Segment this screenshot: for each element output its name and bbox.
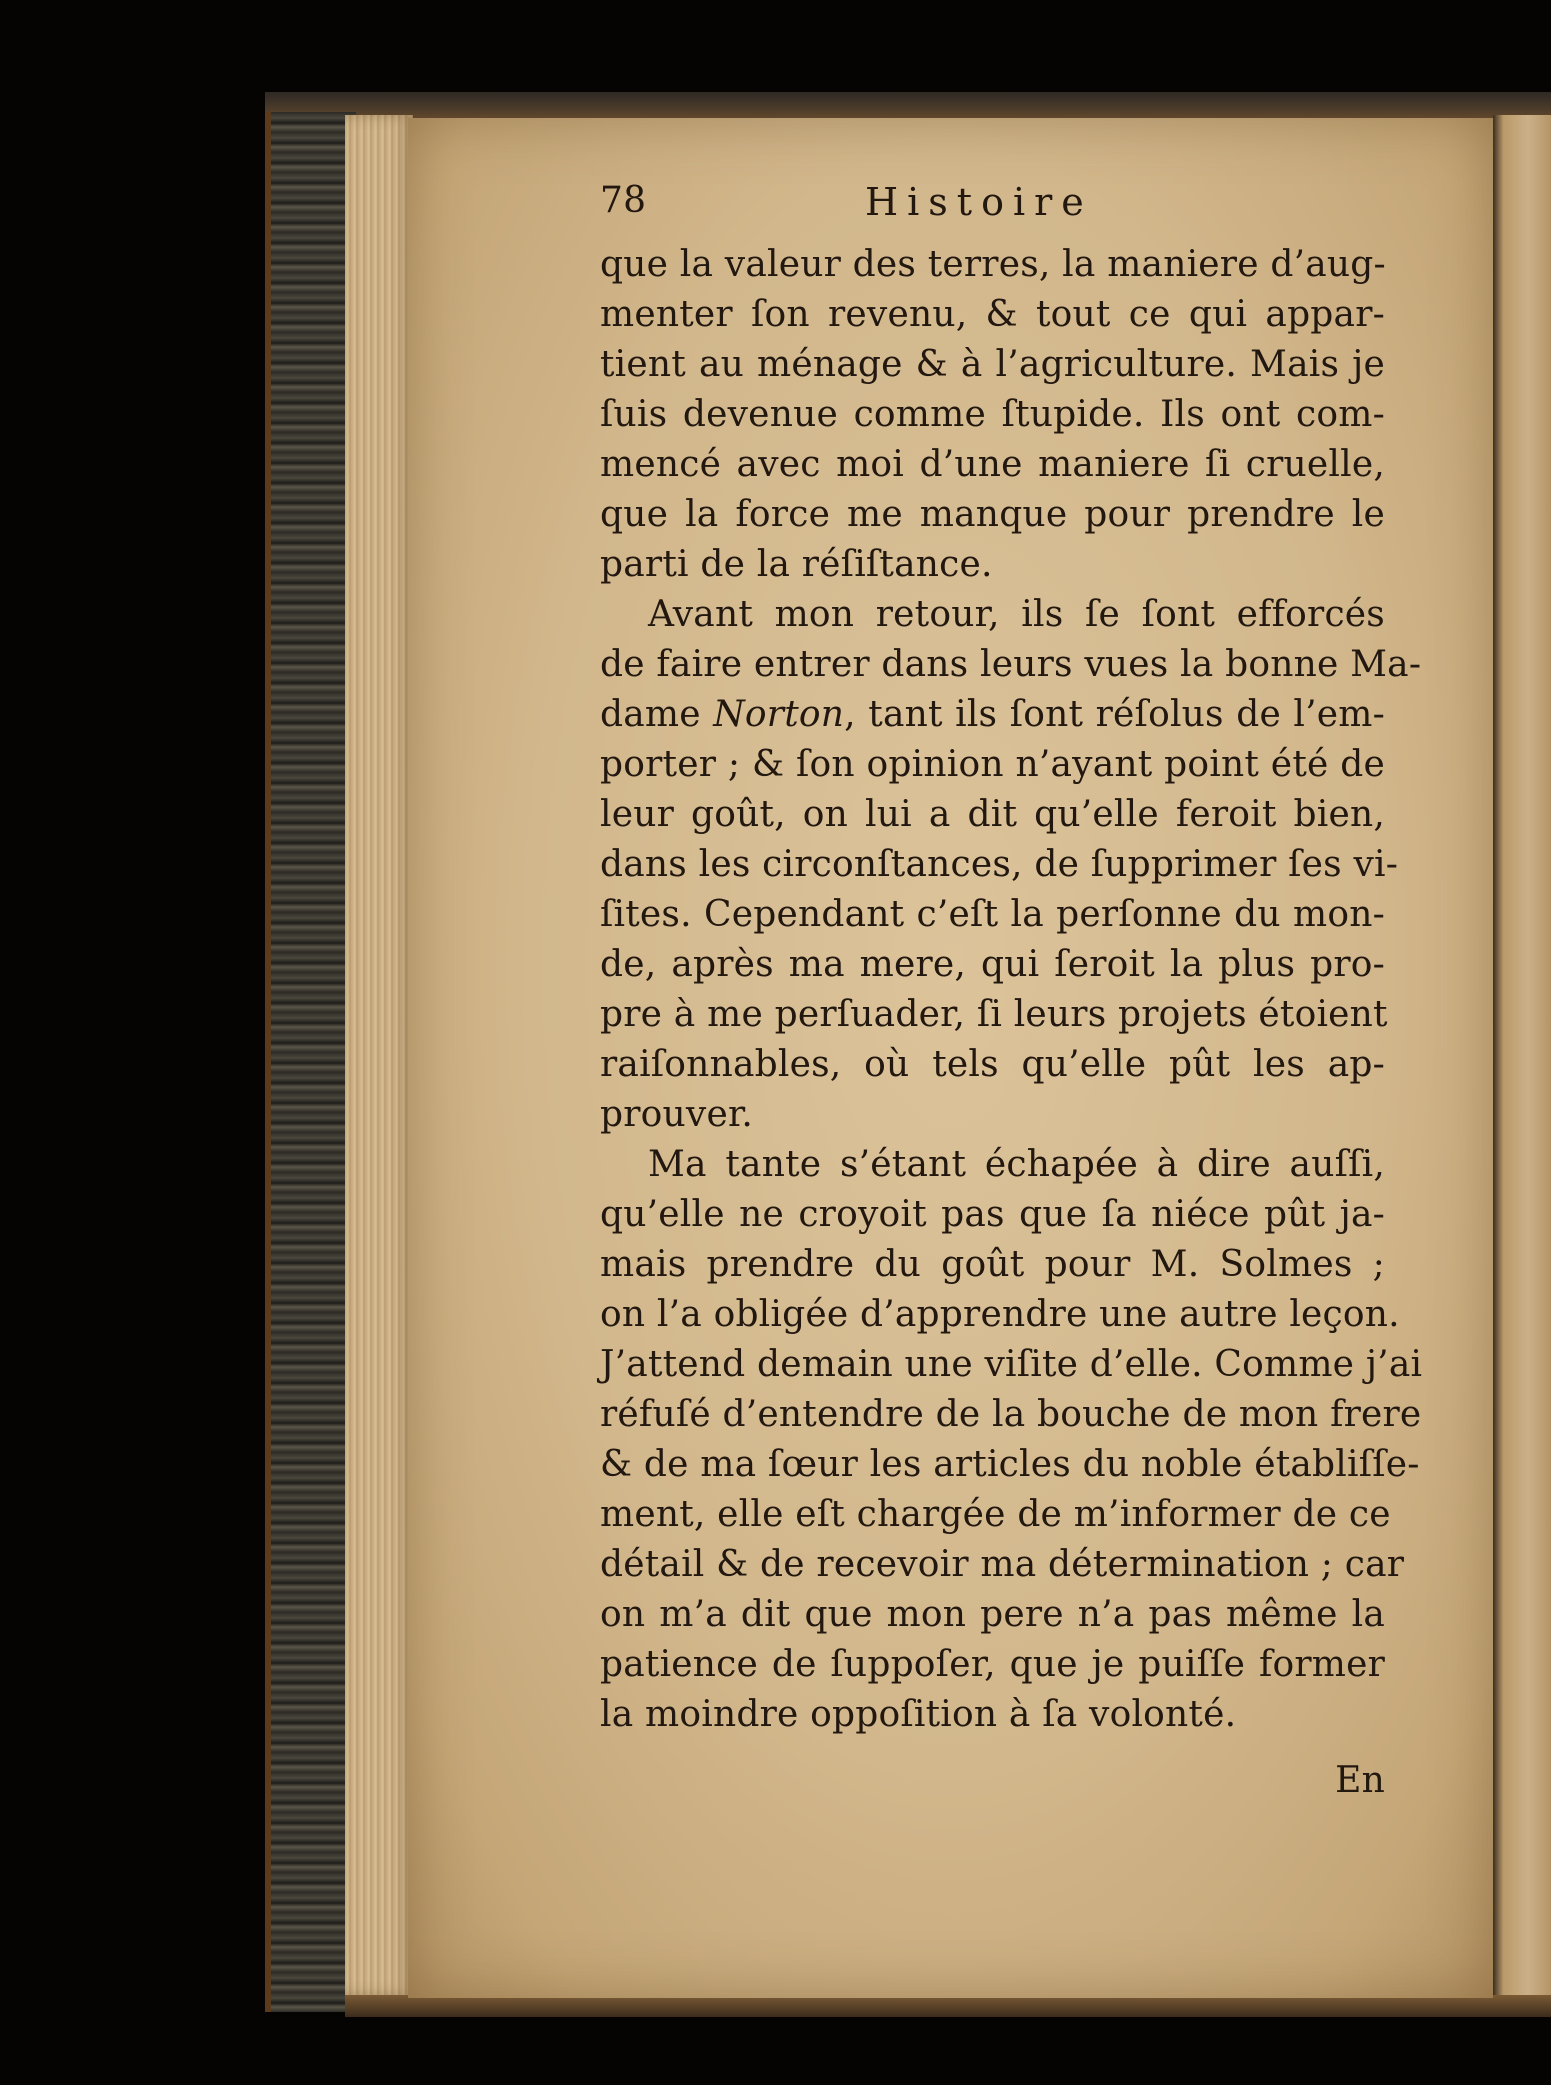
text-segment: dame xyxy=(600,694,714,735)
text-line: détail & de recevoir ma détermination ; car xyxy=(600,1544,1405,1585)
text-line: ment, elle eſt chargée de m’informer de ce xyxy=(600,1494,1391,1535)
marbled-cover-edge xyxy=(265,112,356,2012)
text-line: pre à me perſuader, ſi leurs projets étoient xyxy=(600,994,1388,1035)
text-line: on l’a obligée d’apprendre une autre leçon. xyxy=(600,1294,1400,1335)
running-title: Histoire xyxy=(865,180,1093,224)
text-line: raiſonnables, où tels qu’elle pût les ap- xyxy=(600,1044,1385,1085)
text-line: menter ſon revenu, & tout ce qui appar- xyxy=(600,294,1385,335)
text-line: Avant mon retour, ils ſe ſont efforcés xyxy=(648,594,1385,635)
text-line: réfuſé d’entendre de la bouche de mon frere xyxy=(600,1394,1422,1435)
catchword: En xyxy=(1335,1760,1385,1801)
text-line: mencé avec moi d’une maniere ſi cruelle, xyxy=(600,444,1385,485)
text-line: qu’elle ne croyoit pas que ſa niéce pût ja- xyxy=(600,1194,1385,1235)
text-line: mais prendre du goût pour M. Solmes ; xyxy=(600,1244,1385,1285)
text-line: de, après ma mere, qui ſeroit la plus pro- xyxy=(600,944,1385,985)
text-line: on m’a dit que mon pere n’a pas même la xyxy=(600,1594,1385,1635)
text-line: dans les circonſtances, de ſupprimer ſes vi- xyxy=(600,844,1399,885)
text-line xyxy=(600,690,1385,740)
text-line: la moindre oppoſition à ſa volonté. xyxy=(600,1694,1237,1735)
text-line: que la force me manque pour prendre le xyxy=(600,494,1385,535)
text-line: Ma tante s’étant échapée à dire auſſi, xyxy=(648,1144,1385,1185)
text-line: prouver. xyxy=(600,1094,754,1135)
text-line: parti de la réſiſtance. xyxy=(600,544,993,585)
text-line: porter ; & ſon opinion n’ayant point été de xyxy=(600,744,1385,785)
page-text xyxy=(600,180,1423,1806)
book-bottom-edge xyxy=(345,1995,1551,2017)
text-line: que la valeur des terres, la maniere d’aug- xyxy=(600,244,1386,285)
page-block-edges xyxy=(345,115,413,1995)
facing-page-edge xyxy=(1493,115,1551,2000)
italic-name: Norton xyxy=(713,694,845,735)
page-number: 78 xyxy=(600,180,647,221)
text-line: de faire entrer dans leurs vues la bonne Ma- xyxy=(600,644,1422,685)
text-line: tient au ménage & à l’agriculture. Mais je xyxy=(600,344,1385,385)
text-line: patience de ſuppoſer, que je puiſſe former xyxy=(600,1644,1385,1685)
text-line: & de ma ſœur les articles du noble établiſſe- xyxy=(600,1444,1420,1485)
text-line: ſites. Cependant c’eſt la perſonne du mon- xyxy=(600,894,1385,935)
text-segment: , tant ils ſont réſolus de l’em- xyxy=(844,694,1385,735)
text-line: leur goût, on lui a dit qu’elle feroit bien, xyxy=(600,794,1385,835)
text-line: J’attend demain une viſite d’elle. Comme j’ai xyxy=(600,1344,1423,1385)
text-line: ſuis devenue comme ſtupide. Ils ont com- xyxy=(600,394,1385,435)
page-header xyxy=(600,180,1385,240)
